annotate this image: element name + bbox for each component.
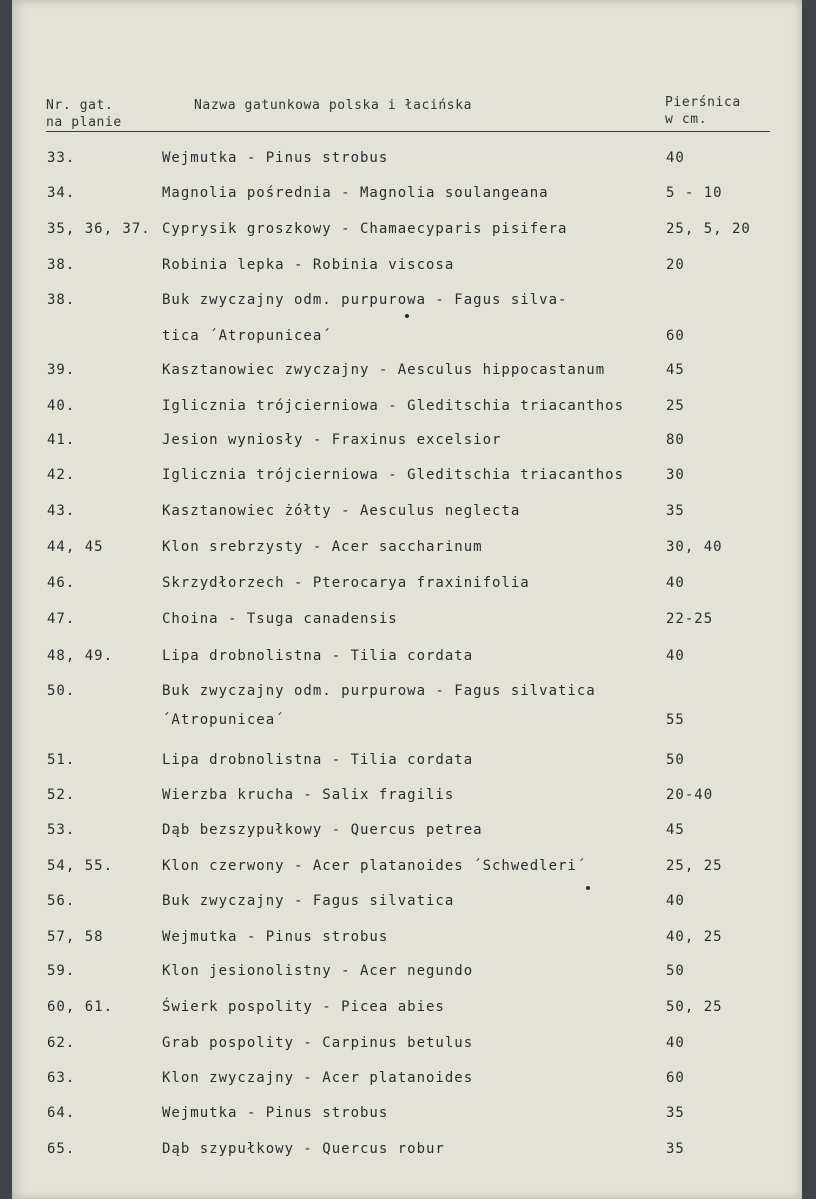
trunk-diameter: 50: [666, 963, 685, 979]
trunk-diameter: 30, 40: [666, 539, 723, 555]
table-row: [12, 787, 802, 807]
plan-number: 62.: [47, 1035, 76, 1051]
table-row: [12, 398, 802, 418]
table-row: [12, 1070, 802, 1090]
plan-number: 46.: [47, 575, 76, 591]
species-name: Świerk pospolity - Picea abies: [162, 999, 445, 1015]
species-name: Klon zwyczajny - Acer platanoides: [162, 1070, 474, 1086]
ink-speck: [586, 886, 590, 890]
species-name: Dąb szypułkowy - Quercus robur: [162, 1141, 445, 1157]
species-name: Wejmutka - Pinus strobus: [162, 1105, 389, 1121]
species-name: Buk zwyczajny odm. purpurowa - Fagus silvatica: [162, 683, 596, 699]
table-row: [12, 292, 802, 312]
species-name: Lipa drobnolistna - Tilia cordata: [162, 752, 474, 768]
column-header-diameter: [665, 94, 741, 128]
species-name: Wejmutka - Pinus strobus: [162, 150, 389, 166]
trunk-diameter: 20-40: [666, 787, 714, 803]
trunk-diameter: 55: [666, 712, 685, 728]
header-rule: [46, 131, 770, 132]
trunk-diameter: 40: [666, 1035, 685, 1051]
column-header-diameter-line1: Pierśnica: [665, 95, 741, 110]
table-row: [12, 1035, 802, 1055]
plan-number: 33.: [47, 150, 76, 166]
trunk-diameter: 40: [666, 648, 685, 664]
plan-number: 44, 45: [47, 539, 104, 555]
trunk-diameter: 50: [666, 752, 685, 768]
trunk-diameter: 35: [666, 503, 685, 519]
table-row: [12, 963, 802, 983]
plan-number: 43.: [47, 503, 76, 519]
species-name: Wierzba krucha - Salix fragilis: [162, 787, 455, 803]
table-row: [12, 503, 802, 523]
table-row: [12, 712, 802, 732]
plan-number: 38.: [47, 257, 76, 273]
table-row: [12, 929, 802, 949]
table-row: [12, 150, 802, 170]
species-name: Klon czerwony - Acer platanoides ´Schwedleri´: [162, 858, 587, 874]
column-header-number: [46, 97, 122, 131]
table-row: [12, 822, 802, 842]
table-row: [12, 467, 802, 487]
plan-number: 47.: [47, 611, 76, 627]
trunk-diameter: 35: [666, 1141, 685, 1157]
trunk-diameter: 22-25: [666, 611, 714, 627]
trunk-diameter: 60: [666, 328, 685, 344]
species-name: Kasztanowiec żółty - Aesculus neglecta: [162, 503, 521, 519]
plan-number: 65.: [47, 1141, 76, 1157]
trunk-diameter: 40: [666, 150, 685, 166]
trunk-diameter: 50, 25: [666, 999, 723, 1015]
column-header-number-line1: Nr. gat.: [46, 98, 114, 113]
plan-number: 34.: [47, 185, 76, 201]
trunk-diameter: 40: [666, 893, 685, 909]
plan-number: 63.: [47, 1070, 76, 1086]
plan-number: 38.: [47, 292, 76, 308]
trunk-diameter: 30: [666, 467, 685, 483]
trunk-diameter: 80: [666, 432, 685, 448]
species-name: tica ´Atropunicea´: [162, 328, 332, 344]
species-name: Iglicznia trójcierniowa - Gleditschia triacanthos: [162, 467, 625, 483]
species-name: Klon srebrzysty - Acer saccharinum: [162, 539, 483, 555]
species-name: Klon jesionolistny - Acer negundo: [162, 963, 474, 979]
plan-number: 60, 61.: [47, 999, 114, 1015]
species-name: Dąb bezszypułkowy - Quercus petrea: [162, 822, 483, 838]
trunk-diameter: 25: [666, 398, 685, 414]
species-name: Buk zwyczajny - Fagus silvatica: [162, 893, 455, 909]
trunk-diameter: 40, 25: [666, 929, 723, 945]
table-row: [12, 893, 802, 913]
trunk-diameter: 25, 5, 20: [666, 221, 751, 237]
plan-number: 56.: [47, 893, 76, 909]
column-header-name: Nazwa gatunkowa polska i łacińska: [194, 98, 473, 113]
species-name: ´Atropunicea´: [162, 712, 285, 728]
table-row: [12, 575, 802, 595]
species-name: Iglicznia trójcierniowa - Gleditschia triacanthos: [162, 398, 625, 414]
species-name: Grab pospolity - Carpinus betulus: [162, 1035, 474, 1051]
species-name: Cyprysik groszkowy - Chamaecyparis pisifera: [162, 221, 568, 237]
trunk-diameter: 45: [666, 362, 685, 378]
column-header-number-line2: na planie: [46, 115, 122, 130]
table-row: [12, 752, 802, 772]
species-name: Choina - Tsuga canadensis: [162, 611, 398, 627]
document-page: [12, 0, 802, 1199]
species-name: Magnolia pośrednia - Magnolia soulangeana: [162, 185, 549, 201]
table-row: [12, 257, 802, 277]
plan-number: 53.: [47, 822, 76, 838]
plan-number: 50.: [47, 683, 76, 699]
plan-number: 51.: [47, 752, 76, 768]
table-row: [12, 683, 802, 703]
trunk-diameter: 60: [666, 1070, 685, 1086]
plan-number: 39.: [47, 362, 76, 378]
plan-number: 54, 55.: [47, 858, 114, 874]
table-row: [12, 328, 802, 348]
trunk-diameter: 35: [666, 1105, 685, 1121]
species-name: Skrzydłorzech - Pterocarya fraxinifolia: [162, 575, 530, 591]
table-row: [12, 539, 802, 559]
species-name: Kasztanowiec zwyczajny - Aesculus hippocastanum: [162, 362, 606, 378]
table-row: [12, 362, 802, 382]
trunk-diameter: 45: [666, 822, 685, 838]
table-row: [12, 221, 802, 241]
trunk-diameter: 5 - 10: [666, 185, 723, 201]
table-row: [12, 858, 802, 878]
plan-number: 48, 49.: [47, 648, 114, 664]
species-name: Buk zwyczajny odm. purpurowa - Fagus silva-: [162, 292, 568, 308]
plan-number: 35, 36, 37.: [47, 221, 151, 237]
trunk-diameter: 40: [666, 575, 685, 591]
species-name: Lipa drobnolistna - Tilia cordata: [162, 648, 474, 664]
plan-number: 42.: [47, 467, 76, 483]
plan-number: 40.: [47, 398, 76, 414]
species-name: Wejmutka - Pinus strobus: [162, 929, 389, 945]
plan-number: 52.: [47, 787, 76, 803]
table-row: [12, 1105, 802, 1125]
table-row: [12, 432, 802, 452]
species-name: Jesion wyniosły - Fraxinus excelsior: [162, 432, 502, 448]
plan-number: 41.: [47, 432, 76, 448]
table-row: [12, 611, 802, 631]
species-name: Robinia lepka - Robinia viscosa: [162, 257, 455, 273]
table-row: [12, 648, 802, 668]
plan-number: 59.: [47, 963, 76, 979]
table-row: [12, 1141, 802, 1161]
plan-number: 57, 58: [47, 929, 104, 945]
plan-number: 64.: [47, 1105, 76, 1121]
trunk-diameter: 25, 25: [666, 858, 723, 874]
ink-speck: [405, 314, 409, 318]
column-header-diameter-line2: w cm.: [665, 112, 708, 127]
table-row: [12, 185, 802, 205]
table-row: [12, 999, 802, 1019]
trunk-diameter: 20: [666, 257, 685, 273]
